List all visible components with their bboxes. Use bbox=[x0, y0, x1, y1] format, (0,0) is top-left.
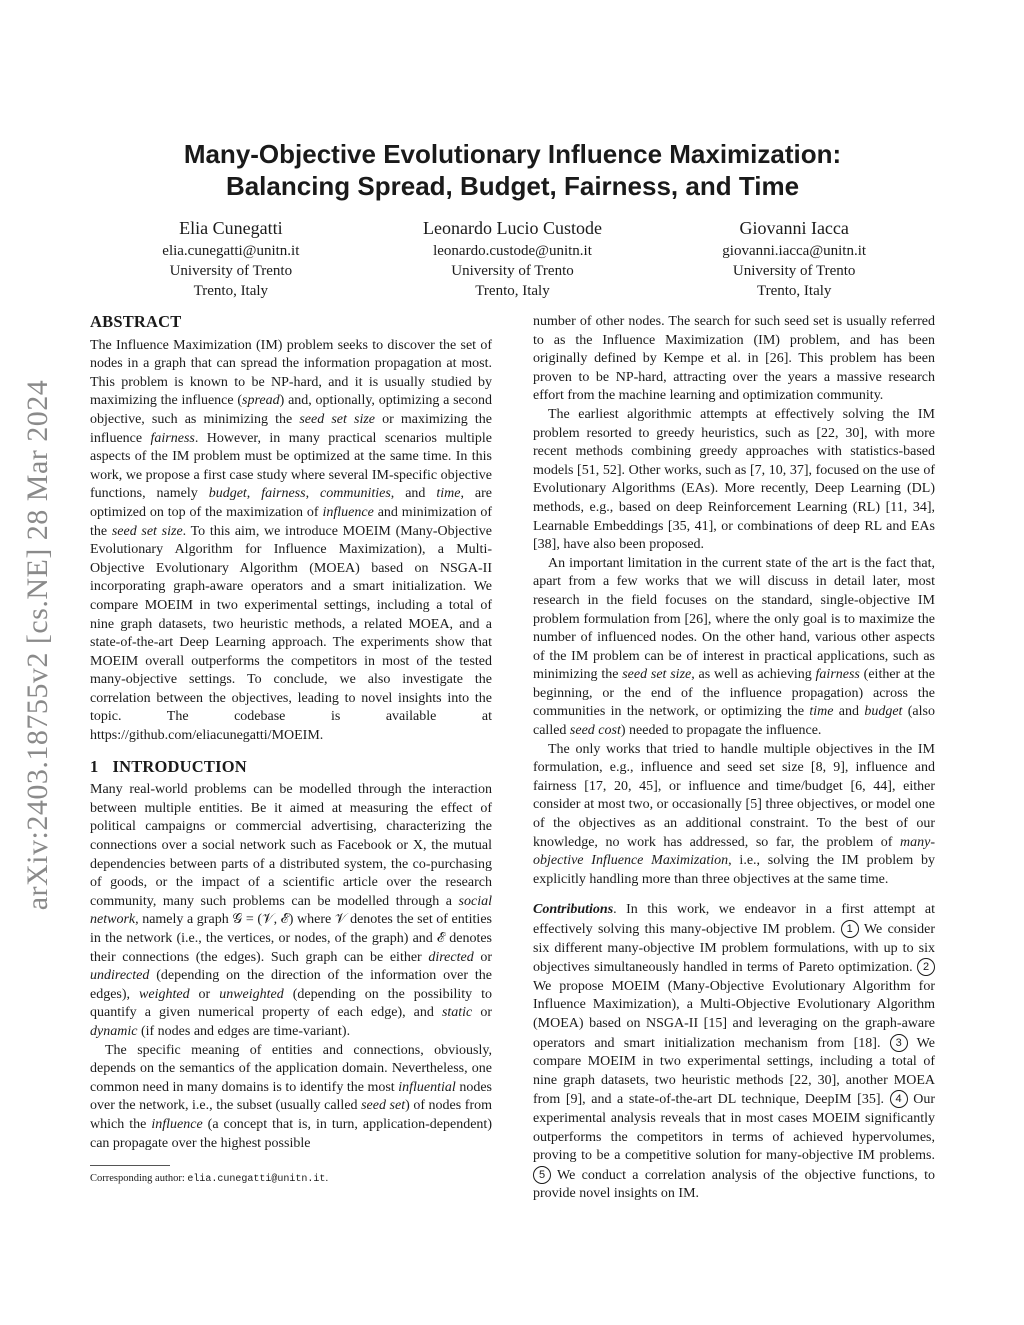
right-paragraph-2: The earliest algorithmic attempts at effectively solving the IM problem resorted to greedy heuristics, such as [22, 30], with more recent methods combining greedy approaches with statistics-based models [51, 52]. Other works, such as [7, 10, 37], focused on the use of Evolutionary Algorithms (EAs). More recently, Deep Learning (DL) methods, e.g., based on deep Reinforcement Learning (RL) [11, 34], Learnable Embeddings [35, 41], or combinations of deep RL and EAs [38], have also been proposed. bbox=[533, 406, 935, 553]
footnote-email: elia.cunegatti@unitn.it bbox=[187, 1174, 326, 1185]
author-name: Giovanni Iacca bbox=[739, 218, 849, 238]
author-block bbox=[90, 216, 935, 301]
paper-title bbox=[90, 138, 935, 202]
circled-number-5: 5 bbox=[533, 1166, 551, 1184]
abstract-text: The Influence Maximization (IM) problem seeks to discover the set of nodes in a graph that can spread the information propagation at most. This problem is known to be NP-hard, and it is usually studied by maximizing the influence (spread) and, optionally, optimizing a second objective, such as minimizing the seed set size or maximizing the influence fairness. However, in many practical scenarios multiple aspects of the IM problem must be optimized at the same time. In this work, we propose a first case study where several IM-specific objective functions, namely budget, fairness, communities, and time, are optimized on top of the maximization of influence and minimization of the seed set size. To this aim, we introduce MOEIM (Many-Objective Evolutionary Algorithm for Influence Maximization), a Multi-Objective Evolutionary Algorithm (MOEA) based on NSGA-II incorporating graph-aware operators and a smart initialization. We compare MOEIM in two experimental settings, including a total of nine graph datasets, two heuristic methods, a related MOEA, and a state-of-the-art Deep Learning approach. The experiments show that MOEIM overall outperforms the competitors in most of the tested many-objective settings. To conclude, we also investigate the correlation between the objectives, leading to novel insights into the topic. The codebase is available at https://github.com/eliacunegatti/MOEIM. bbox=[90, 337, 493, 744]
author-affiliation: University of Trento bbox=[732, 263, 856, 279]
author-2 bbox=[372, 216, 654, 301]
section-title: INTRODUCTION bbox=[112, 756, 247, 776]
footnote-rule bbox=[90, 1165, 170, 1166]
left-column bbox=[90, 313, 492, 1153]
circled-number-2: 2 bbox=[917, 958, 935, 976]
intro-paragraph-1: Many real-world problems can be modelled through the interaction between multiple entities. Be it aimed at measuring the effect of political campaigns or commercial advertising, characterizing the connections over a social network such as Facebook or X, the mutual dependencies between parts of a distributed system, the co-purchasing of goods, or the impact of a scientific article over the research community, many such problems can be modelled through a social network, namely a graph 𝒢 = (𝒱, ℰ) where 𝒱 denotes the set of entities in the network (i.e., the vertices, or nodes, of the graph) and ℰ denotes their connections (the edges). Such graph can be either directed or undirected (depending on the direction of the information over the edges), weighted or unweighted (depending on the possibility to quantify a given numerical property of each edge), and static or dynamic (if nodes and edges are time-variant). bbox=[90, 782, 492, 1039]
section-heading-introduction bbox=[90, 758, 492, 777]
title-line-1: Many-Objective Evolutionary Influence Maximization: bbox=[183, 139, 842, 169]
right-column bbox=[533, 313, 935, 1204]
abstract-heading: ABSTRACT bbox=[90, 312, 182, 331]
contributions-heading: Contributions bbox=[533, 902, 614, 918]
author-email: giovanni.iacca@unitn.it bbox=[722, 243, 867, 259]
circled-number-4: 4 bbox=[890, 1090, 908, 1108]
footnote: Corresponding author: elia.cunegatti@unitn.it. bbox=[90, 1173, 329, 1185]
circled-number-3: 3 bbox=[890, 1034, 908, 1052]
right-paragraph-3: An important limitation in the current state of the art is the fact that, apart from a few works that we will discuss in detail later, most research in the field focuses on the standard, single-objective IM problem formulation from [26], where the only goal is to maximize the number of influenced nodes. On the other hand, various other aspects of the IM problem can be of interest in practical applications, such as minimizing the seed set size, as well as achieving fairness (either at the beginning, or the end of the influence propagation) across the communities in the network, or optimizing the time and budget (also called seed cost) needed to propagate the influence. bbox=[533, 555, 935, 739]
author-email: elia.cunegatti@unitn.it bbox=[162, 243, 300, 259]
author-email: leonardo.custode@unitn.it bbox=[433, 243, 592, 259]
title-line-2: Balancing Spread, Budget, Fairness, and Time bbox=[225, 171, 800, 201]
author-affiliation: University of Trento bbox=[451, 263, 574, 279]
author-affiliation: University of Trento bbox=[169, 263, 293, 279]
author-name: Elia Cunegatti bbox=[179, 218, 283, 238]
author-3 bbox=[653, 216, 935, 301]
author-name: Leonardo Lucio Custode bbox=[423, 218, 602, 238]
author-location: Trento, Italy bbox=[756, 283, 832, 299]
author-location: Trento, Italy bbox=[475, 283, 550, 299]
arxiv-id: arXiv:2403.18755v2 [cs.NE] 28 Mar 2024 bbox=[21, 379, 54, 911]
right-paragraph-4: The only works that tried to handle multiple objectives in the IM formulation, e.g., influence and seed set size [8, 9], influence and fairness [17, 20, 45], or influence and time/budget [6, 44], either consider at most two, or occasionally [5] three objectives, or model one of the objectives as an additional constraint. To the best of our knowledge, no work has addressed, so far, the problem of many-objective Influence Maximization, i.e., solving the IM problem by explicitly handling more than three objectives at the same time. bbox=[533, 741, 935, 887]
circled-number-1: 1 bbox=[841, 920, 859, 938]
right-paragraph-1: number of other nodes. The search for such seed set is usually referred to as the Influence Maximization (IM) problem, and has been originally defined by Kempe et al. in [26]. This problem has been proven to be NP-hard, attracting over the years a massive research effort from the machine learning and optimization community. bbox=[533, 314, 935, 404]
author-location: Trento, Italy bbox=[193, 283, 269, 299]
arxiv-stamp bbox=[18, 350, 58, 940]
author-1 bbox=[90, 216, 372, 301]
section-number: 1 bbox=[90, 756, 99, 776]
intro-paragraph-2: The specific meaning of entities and connections, obviously, depends on the semantics of the application domain. Nevertheless, one common need in many domains is to identify the most influential nodes over the network, i.e., the subset (usually called seed set) of nodes from which the influence (a concept that is, in turn, application-dependent) can propagate over the highest possible bbox=[90, 1042, 493, 1151]
contributions-paragraph: Contributions. In this work, we endeavor in a first attempt at effectively solving this many-objective IM problem. 1 We consider six different many-objective IM problem formulations, with up to six objectives simultaneously handled in terms of Pareto optimization. 2 We propose MOEIM (Many-Objective Evolutionary Algorithm for Influence Maximization), a Multi-Objective Evolutionary Algorithm (MOEA) based on NSGA-II [15] and leveraging on the graph-aware operators and smart initialization mechanism from [18]. 3 We compare MOEIM in two experimental settings, including a total of nine graph datasets, two heuristic methods [22, 30], another MOEA from [9], and a state-of-the-art DL technique, DeepIM [35]. 4 Our experimental analysis reveals that in most cases MOEIM significantly outperforms the competitors in terms of achieved hypervolumes, proving to be a competitive solution for many-objective IM problems. 5 We conduct a correlation analysis of the objective functions, to provide novel insights on IM. bbox=[533, 902, 935, 1202]
